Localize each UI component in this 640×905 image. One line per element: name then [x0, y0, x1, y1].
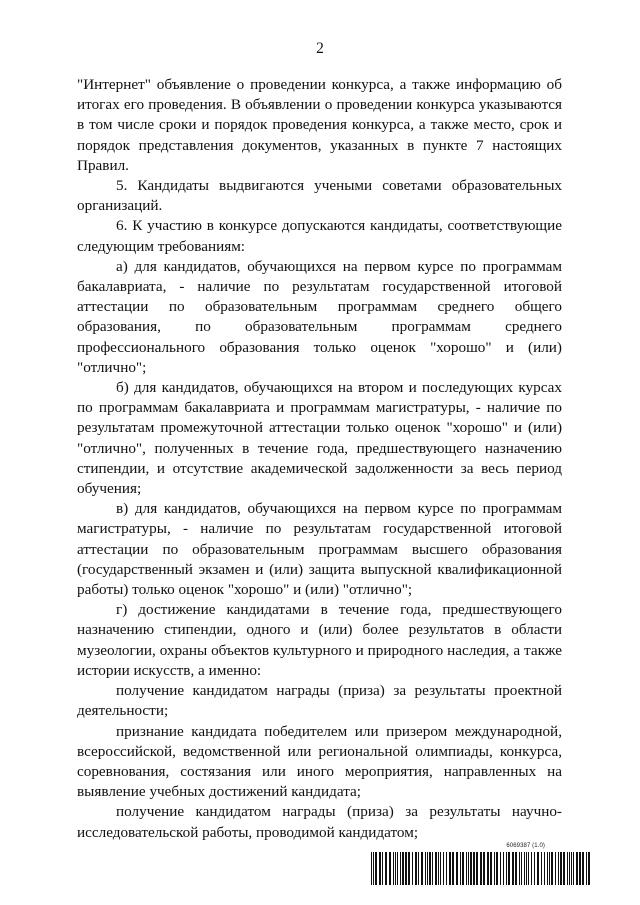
document-code: 6069387 (1.0) [506, 843, 545, 849]
paragraph: 6. К участию в конкурсе допускаются кандидаты, соответствующие следующим требованиям: [77, 217, 562, 255]
paragraph: "Интернет" объявление о проведении конкурса, а также информацию об итогах его проведения. В объявлении о проведении конкурса указываются в том числе сроки и порядок проведения конкурса, а также место, срок и порядок представления документов, указанных в пункте 7 настоящих Правил. [77, 76, 562, 174]
paragraph: г) достижение кандидатами в течение года, предшествующего назначению стипендии, одного и (или) более результатов в области музеологии, охраны объектов культурного и природного наследия, а также истории искусств, а именно: [77, 601, 562, 679]
document-stamp [370, 843, 591, 887]
paragraph: б) для кандидатов, обучающихся на втором и последующих курсах по программам бакалавриата и программам магистратуры, - наличие по результатам промежуточной аттестации только оценок "хорошо" и (или) "отлично", полученных в течение года, предшествующего назначению стипендии, и отсутствие академической задолженности за весь период обучения; [77, 379, 562, 498]
paragraph: а) для кандидатов, обучающихся на первом курсе по программам бакалавриата, - наличие по результатам государственной итоговой аттестации по образовательным программам среднего общего образования, по образовательным программам среднего профессионального образования только оценок "хорошо" и (или) "отлично"; [77, 257, 562, 376]
paragraph: признание кандидата победителем или призером международной, всероссийской, ведомственной или региональной олимпиады, конкурса, соревнования, состязания или иного мероприятия, направленных на выявление учебных достижений кандидата; [77, 722, 562, 801]
document-body [77, 75, 562, 843]
page-number: 2 [316, 40, 324, 57]
paragraph: получение кандидатом награды (приза) за результаты проектной деятельности; [77, 682, 562, 720]
paragraph: получение кандидатом награды (приза) за результаты научно-исследовательской работы, проводимой кандидатом; [77, 803, 562, 841]
barcode-image [370, 852, 591, 885]
paragraph: в) для кандидатов, обучающихся на первом курсе по программам магистратуры, - наличие по результатам государственной итоговой аттестации по образовательным программам высшего образования (государственный экзамен и (или) защита выпускной квалификационной работы) только оценок "хорошо" и (или) "отлично"; [77, 500, 562, 599]
paragraph: 5. Кандидаты выдвигаются учеными советами образовательных организаций. [77, 177, 562, 215]
